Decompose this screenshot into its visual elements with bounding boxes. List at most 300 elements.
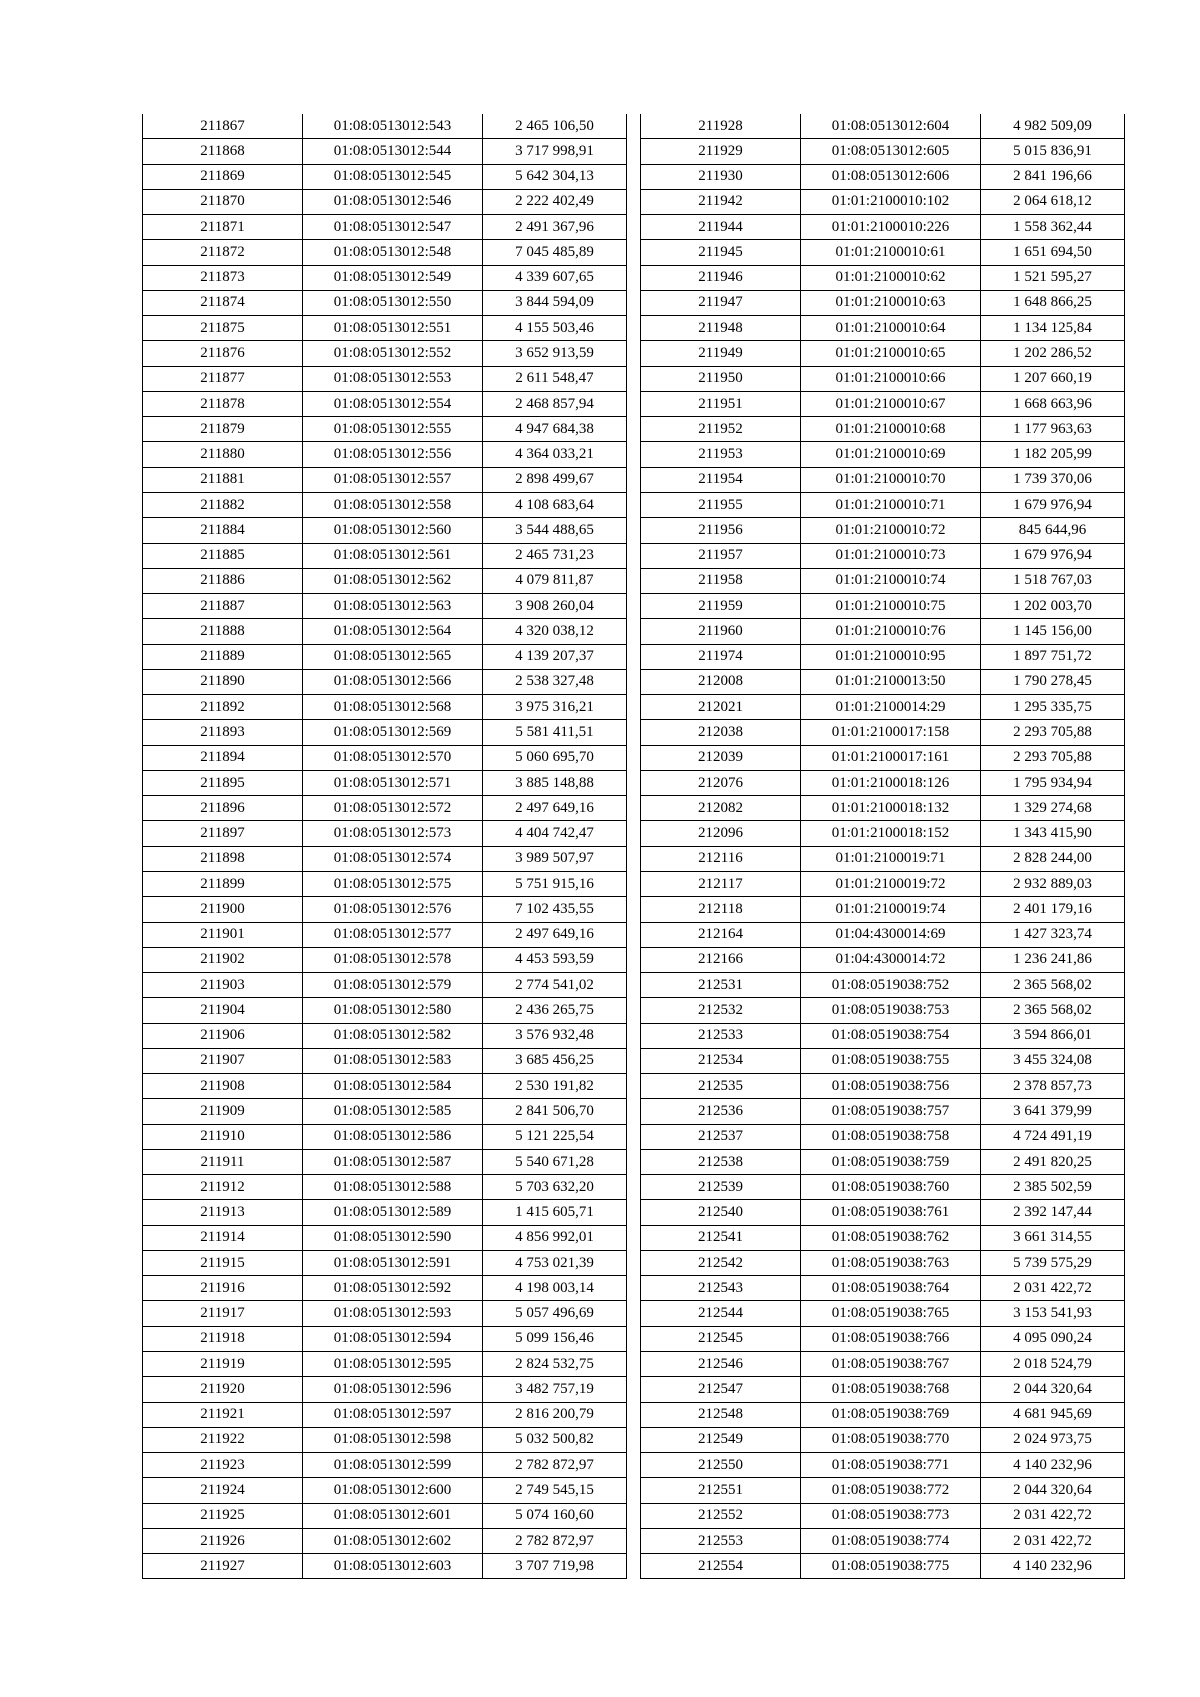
row-number-cell: 211867 <box>143 114 303 139</box>
table-row <box>641 745 1125 770</box>
row-number-cell: 212538 <box>641 1149 801 1174</box>
table-row <box>143 871 627 896</box>
table-row <box>641 1250 1125 1275</box>
row-number-cell: 211899 <box>143 871 303 896</box>
row-number-cell: 211953 <box>641 442 801 467</box>
value-cell: 3 844 594,09 <box>483 290 627 315</box>
table-row <box>641 973 1125 998</box>
cadastral-number-cell: 01:08:0513012:602 <box>303 1528 483 1553</box>
table-row <box>641 240 1125 265</box>
table-row <box>143 1402 627 1427</box>
cadastral-number-cell: 01:08:0513012:547 <box>303 215 483 240</box>
row-number-cell: 211910 <box>143 1124 303 1149</box>
table-row <box>641 1175 1125 1200</box>
value-cell: 1 134 125,84 <box>981 316 1125 341</box>
row-number-cell: 211948 <box>641 316 801 341</box>
row-number-cell: 211928 <box>641 114 801 139</box>
cadastral-number-cell: 01:08:0513012:558 <box>303 492 483 517</box>
cadastral-number-cell: 01:01:2100010:75 <box>801 594 981 619</box>
value-cell: 1 521 595,27 <box>981 265 1125 290</box>
cadastral-number-cell: 01:01:2100010:76 <box>801 619 981 644</box>
row-number-cell: 211886 <box>143 568 303 593</box>
value-cell: 5 060 695,70 <box>483 745 627 770</box>
table-row <box>143 518 627 543</box>
cadastral-number-cell: 01:08:0513012:563 <box>303 594 483 619</box>
cadastral-number-cell: 01:08:0519038:769 <box>801 1402 981 1427</box>
cadastral-number-cell: 01:01:2100018:126 <box>801 770 981 795</box>
cadastral-number-cell: 01:01:2100010:64 <box>801 316 981 341</box>
table-row <box>143 846 627 871</box>
row-number-cell: 212164 <box>641 922 801 947</box>
value-cell: 1 182 205,99 <box>981 442 1125 467</box>
row-number-cell: 211947 <box>641 290 801 315</box>
cadastral-number-cell: 01:08:0519038:772 <box>801 1478 981 1503</box>
cadastral-number-cell: 01:08:0513012:577 <box>303 922 483 947</box>
row-number-cell: 211880 <box>143 442 303 467</box>
row-number-cell: 211951 <box>641 391 801 416</box>
table-row <box>143 973 627 998</box>
value-cell: 2 044 320,64 <box>981 1478 1125 1503</box>
value-cell: 5 121 225,54 <box>483 1124 627 1149</box>
table-row <box>143 290 627 315</box>
row-number-cell: 211921 <box>143 1402 303 1427</box>
cadastral-number-cell: 01:01:2100019:71 <box>801 846 981 871</box>
value-cell: 2 749 545,15 <box>483 1478 627 1503</box>
cadastral-number-cell: 01:08:0513012:576 <box>303 897 483 922</box>
table-row <box>143 1427 627 1452</box>
table-row <box>641 1352 1125 1377</box>
cadastral-number-cell: 01:08:0513012:603 <box>303 1554 483 1579</box>
row-number-cell: 211925 <box>143 1503 303 1528</box>
cadastral-number-cell: 01:08:0519038:754 <box>801 1023 981 1048</box>
row-number-cell: 211893 <box>143 720 303 745</box>
table-row <box>641 1200 1125 1225</box>
table-row <box>641 1377 1125 1402</box>
table-row <box>143 669 627 694</box>
value-cell: 2 774 541,02 <box>483 973 627 998</box>
cadastral-number-cell: 01:08:0513012:557 <box>303 467 483 492</box>
table-row <box>641 1554 1125 1579</box>
value-cell: 1 202 286,52 <box>981 341 1125 366</box>
table-row <box>143 695 627 720</box>
cadastral-number-cell: 01:08:0513012:605 <box>801 139 981 164</box>
cadastral-number-cell: 01:01:2100010:65 <box>801 341 981 366</box>
row-number-cell: 212076 <box>641 770 801 795</box>
row-number-cell: 212540 <box>641 1200 801 1225</box>
value-cell: 5 099 156,46 <box>483 1326 627 1351</box>
value-cell: 4 140 232,96 <box>981 1453 1125 1478</box>
value-cell: 2 024 973,75 <box>981 1427 1125 1452</box>
table-row <box>641 1149 1125 1174</box>
value-cell: 2 468 857,94 <box>483 391 627 416</box>
table-row <box>143 366 627 391</box>
value-cell: 1 651 694,50 <box>981 240 1125 265</box>
table-row <box>143 644 627 669</box>
row-number-cell: 211906 <box>143 1023 303 1048</box>
value-cell: 2 782 872,97 <box>483 1453 627 1478</box>
value-cell: 4 198 003,14 <box>483 1276 627 1301</box>
value-cell: 3 652 913,59 <box>483 341 627 366</box>
table-row <box>143 1352 627 1377</box>
row-number-cell: 211956 <box>641 518 801 543</box>
value-cell: 2 824 532,75 <box>483 1352 627 1377</box>
row-number-cell: 211929 <box>641 139 801 164</box>
row-number-cell: 211958 <box>641 568 801 593</box>
value-cell: 1 739 370,06 <box>981 467 1125 492</box>
row-number-cell: 212542 <box>641 1250 801 1275</box>
table-row <box>641 1528 1125 1553</box>
row-number-cell: 211944 <box>641 215 801 240</box>
table-row <box>143 543 627 568</box>
row-number-cell: 212549 <box>641 1427 801 1452</box>
table-row <box>641 922 1125 947</box>
value-cell: 2 044 320,64 <box>981 1377 1125 1402</box>
value-cell: 845 644,96 <box>981 518 1125 543</box>
value-cell: 2 828 244,00 <box>981 846 1125 871</box>
value-cell: 1 145 156,00 <box>981 619 1125 644</box>
row-number-cell: 212531 <box>641 973 801 998</box>
table-row <box>641 1427 1125 1452</box>
cadastral-number-cell: 01:08:0519038:768 <box>801 1377 981 1402</box>
row-number-cell: 211895 <box>143 770 303 795</box>
value-cell: 1 558 362,44 <box>981 215 1125 240</box>
cadastral-number-cell: 01:08:0519038:757 <box>801 1099 981 1124</box>
row-number-cell: 211879 <box>143 417 303 442</box>
row-number-cell: 211955 <box>641 492 801 517</box>
row-number-cell: 212021 <box>641 695 801 720</box>
right-table-body <box>641 114 1125 1579</box>
row-number-cell: 211903 <box>143 973 303 998</box>
value-cell: 7 045 485,89 <box>483 240 627 265</box>
row-number-cell: 211927 <box>143 1554 303 1579</box>
cadastral-number-cell: 01:08:0513012:600 <box>303 1478 483 1503</box>
value-cell: 3 576 932,48 <box>483 1023 627 1048</box>
value-cell: 5 540 671,28 <box>483 1149 627 1174</box>
value-cell: 1 679 976,94 <box>981 492 1125 517</box>
value-cell: 2 365 568,02 <box>981 973 1125 998</box>
value-cell: 2 465 106,50 <box>483 114 627 139</box>
value-cell: 4 753 021,39 <box>483 1250 627 1275</box>
row-number-cell: 212117 <box>641 871 801 896</box>
cadastral-number-cell: 01:08:0513012:564 <box>303 619 483 644</box>
row-number-cell: 211954 <box>641 467 801 492</box>
row-number-cell: 211946 <box>641 265 801 290</box>
value-cell: 3 885 148,88 <box>483 770 627 795</box>
value-cell: 3 685 456,25 <box>483 1048 627 1073</box>
row-number-cell: 211912 <box>143 1175 303 1200</box>
value-cell: 5 703 632,20 <box>483 1175 627 1200</box>
cadastral-number-cell: 01:08:0519038:758 <box>801 1124 981 1149</box>
row-number-cell: 212082 <box>641 796 801 821</box>
cadastral-number-cell: 01:01:2100010:61 <box>801 240 981 265</box>
table-row <box>143 114 627 139</box>
value-cell: 2 222 402,49 <box>483 189 627 214</box>
row-number-cell: 212548 <box>641 1402 801 1427</box>
cadastral-number-cell: 01:01:2100018:132 <box>801 796 981 821</box>
value-cell: 1 236 241,86 <box>981 947 1125 972</box>
cadastral-number-cell: 01:08:0513012:568 <box>303 695 483 720</box>
row-number-cell: 212545 <box>641 1326 801 1351</box>
cadastral-number-cell: 01:08:0513012:565 <box>303 644 483 669</box>
value-cell: 5 057 496,69 <box>483 1301 627 1326</box>
cadastral-number-cell: 01:08:0513012:553 <box>303 366 483 391</box>
value-cell: 7 102 435,55 <box>483 897 627 922</box>
value-cell: 2 611 548,47 <box>483 366 627 391</box>
row-number-cell: 211924 <box>143 1478 303 1503</box>
table-row <box>143 341 627 366</box>
cadastral-number-cell: 01:08:0519038:759 <box>801 1149 981 1174</box>
cadastral-number-cell: 01:01:2100010:63 <box>801 290 981 315</box>
table-row <box>143 1225 627 1250</box>
table-row <box>641 265 1125 290</box>
table-row <box>143 720 627 745</box>
table-row <box>641 114 1125 139</box>
row-number-cell: 212550 <box>641 1453 801 1478</box>
value-cell: 2 064 618,12 <box>981 189 1125 214</box>
cadastral-number-cell: 01:08:0513012:597 <box>303 1402 483 1427</box>
value-cell: 2 898 499,67 <box>483 467 627 492</box>
value-cell: 1 202 003,70 <box>981 594 1125 619</box>
row-number-cell: 211887 <box>143 594 303 619</box>
cadastral-number-cell: 01:01:2100010:226 <box>801 215 981 240</box>
value-cell: 2 293 705,88 <box>981 745 1125 770</box>
cadastral-number-cell: 01:08:0513012:593 <box>303 1301 483 1326</box>
cadastral-number-cell: 01:01:2100010:102 <box>801 189 981 214</box>
table-row <box>143 998 627 1023</box>
row-number-cell: 211902 <box>143 947 303 972</box>
right-table <box>640 114 1125 1579</box>
cadastral-number-cell: 01:01:2100010:68 <box>801 417 981 442</box>
value-cell: 3 153 541,93 <box>981 1301 1125 1326</box>
cadastral-number-cell: 01:08:0513012:606 <box>801 164 981 189</box>
cadastral-number-cell: 01:08:0513012:575 <box>303 871 483 896</box>
table-row <box>641 1124 1125 1149</box>
row-number-cell: 211907 <box>143 1048 303 1073</box>
table-row <box>143 821 627 846</box>
cadastral-number-cell: 01:08:0519038:773 <box>801 1503 981 1528</box>
cadastral-number-cell: 01:08:0513012:601 <box>303 1503 483 1528</box>
table-row <box>143 1124 627 1149</box>
cadastral-number-cell: 01:01:2100018:152 <box>801 821 981 846</box>
value-cell: 3 661 314,55 <box>981 1225 1125 1250</box>
table-row <box>143 1377 627 1402</box>
value-cell: 3 482 757,19 <box>483 1377 627 1402</box>
table-row <box>641 391 1125 416</box>
table-row <box>641 1326 1125 1351</box>
row-number-cell: 211868 <box>143 139 303 164</box>
table-row <box>143 1301 627 1326</box>
row-number-cell: 212554 <box>641 1554 801 1579</box>
cadastral-number-cell: 01:08:0513012:560 <box>303 518 483 543</box>
cadastral-number-cell: 01:08:0513012:552 <box>303 341 483 366</box>
table-row <box>143 594 627 619</box>
row-number-cell: 212535 <box>641 1074 801 1099</box>
table-row <box>641 568 1125 593</box>
row-number-cell: 211896 <box>143 796 303 821</box>
cadastral-number-cell: 01:04:4300014:69 <box>801 922 981 947</box>
row-number-cell: 211942 <box>641 189 801 214</box>
table-row <box>641 1276 1125 1301</box>
table-row <box>143 139 627 164</box>
row-number-cell: 211949 <box>641 341 801 366</box>
cadastral-number-cell: 01:01:2100010:74 <box>801 568 981 593</box>
cadastral-number-cell: 01:08:0519038:766 <box>801 1326 981 1351</box>
table-row <box>641 492 1125 517</box>
table-row <box>143 1528 627 1553</box>
row-number-cell: 211900 <box>143 897 303 922</box>
value-cell: 2 841 506,70 <box>483 1099 627 1124</box>
value-cell: 2 378 857,73 <box>981 1074 1125 1099</box>
table-row <box>143 897 627 922</box>
row-number-cell: 211959 <box>641 594 801 619</box>
value-cell: 1 790 278,45 <box>981 669 1125 694</box>
cadastral-number-cell: 01:08:0513012:586 <box>303 1124 483 1149</box>
table-row <box>143 164 627 189</box>
cadastral-number-cell: 01:01:2100014:29 <box>801 695 981 720</box>
cadastral-number-cell: 01:08:0513012:582 <box>303 1023 483 1048</box>
value-cell: 2 031 422,72 <box>981 1528 1125 1553</box>
value-cell: 5 032 500,82 <box>483 1427 627 1452</box>
value-cell: 5 015 836,91 <box>981 139 1125 164</box>
cadastral-number-cell: 01:01:2100019:74 <box>801 897 981 922</box>
cadastral-number-cell: 01:01:2100017:158 <box>801 720 981 745</box>
value-cell: 2 530 191,82 <box>483 1074 627 1099</box>
cadastral-number-cell: 01:01:2100010:62 <box>801 265 981 290</box>
cadastral-number-cell: 01:01:2100010:73 <box>801 543 981 568</box>
cadastral-number-cell: 01:08:0513012:556 <box>303 442 483 467</box>
cadastral-number-cell: 01:01:2100010:72 <box>801 518 981 543</box>
table-row <box>143 265 627 290</box>
table-row <box>143 745 627 770</box>
row-number-cell: 211869 <box>143 164 303 189</box>
value-cell: 3 641 379,99 <box>981 1099 1125 1124</box>
value-cell: 2 031 422,72 <box>981 1503 1125 1528</box>
row-number-cell: 212534 <box>641 1048 801 1073</box>
value-cell: 2 932 889,03 <box>981 871 1125 896</box>
table-row <box>641 1048 1125 1073</box>
value-cell: 1 518 767,03 <box>981 568 1125 593</box>
table-row <box>143 442 627 467</box>
row-number-cell: 211908 <box>143 1074 303 1099</box>
cadastral-number-cell: 01:08:0513012:596 <box>303 1377 483 1402</box>
cadastral-number-cell: 01:08:0513012:587 <box>303 1149 483 1174</box>
cadastral-number-cell: 01:08:0513012:579 <box>303 973 483 998</box>
table-row <box>143 1200 627 1225</box>
row-number-cell: 212546 <box>641 1352 801 1377</box>
cadastral-number-cell: 01:01:2100010:69 <box>801 442 981 467</box>
row-number-cell: 211884 <box>143 518 303 543</box>
cadastral-number-cell: 01:08:0519038:762 <box>801 1225 981 1250</box>
table-row <box>143 240 627 265</box>
row-number-cell: 211916 <box>143 1276 303 1301</box>
table-row <box>143 922 627 947</box>
cadastral-number-cell: 01:01:2100017:161 <box>801 745 981 770</box>
row-number-cell: 211919 <box>143 1352 303 1377</box>
table-row <box>143 467 627 492</box>
value-cell: 4 947 684,38 <box>483 417 627 442</box>
value-cell: 1 343 415,90 <box>981 821 1125 846</box>
row-number-cell: 211890 <box>143 669 303 694</box>
row-number-cell: 212553 <box>641 1528 801 1553</box>
value-cell: 1 207 660,19 <box>981 366 1125 391</box>
cadastral-number-cell: 01:08:0519038:764 <box>801 1276 981 1301</box>
value-cell: 5 751 915,16 <box>483 871 627 896</box>
value-cell: 1 329 274,68 <box>981 796 1125 821</box>
row-number-cell: 212166 <box>641 947 801 972</box>
table-row <box>641 189 1125 214</box>
cadastral-number-cell: 01:01:2100010:95 <box>801 644 981 669</box>
table-row <box>641 947 1125 972</box>
table-row <box>143 215 627 240</box>
cadastral-number-cell: 01:08:0513012:561 <box>303 543 483 568</box>
table-row <box>143 417 627 442</box>
table-row <box>143 1023 627 1048</box>
table-row <box>641 139 1125 164</box>
value-cell: 2 782 872,97 <box>483 1528 627 1553</box>
row-number-cell: 212551 <box>641 1478 801 1503</box>
table-row <box>143 316 627 341</box>
value-cell: 2 365 568,02 <box>981 998 1125 1023</box>
row-number-cell: 212544 <box>641 1301 801 1326</box>
row-number-cell: 211892 <box>143 695 303 720</box>
value-cell: 2 031 422,72 <box>981 1276 1125 1301</box>
value-cell: 1 295 335,75 <box>981 695 1125 720</box>
row-number-cell: 211889 <box>143 644 303 669</box>
table-row <box>641 366 1125 391</box>
row-number-cell: 212547 <box>641 1377 801 1402</box>
value-cell: 1 177 963,63 <box>981 417 1125 442</box>
row-number-cell: 211922 <box>143 1427 303 1452</box>
table-row <box>641 821 1125 846</box>
table-row <box>641 442 1125 467</box>
cadastral-number-cell: 01:08:0513012:572 <box>303 796 483 821</box>
table-row <box>641 316 1125 341</box>
table-row <box>641 1503 1125 1528</box>
cadastral-number-cell: 01:08:0513012:554 <box>303 391 483 416</box>
cadastral-number-cell: 01:08:0519038:774 <box>801 1528 981 1553</box>
row-number-cell: 211960 <box>641 619 801 644</box>
row-number-cell: 211874 <box>143 290 303 315</box>
table-row <box>641 770 1125 795</box>
table-row <box>641 341 1125 366</box>
value-cell: 3 455 324,08 <box>981 1048 1125 1073</box>
cadastral-number-cell: 01:08:0513012:546 <box>303 189 483 214</box>
value-cell: 2 538 327,48 <box>483 669 627 694</box>
value-cell: 5 581 411,51 <box>483 720 627 745</box>
row-number-cell: 212541 <box>641 1225 801 1250</box>
cadastral-number-cell: 01:08:0519038:761 <box>801 1200 981 1225</box>
row-number-cell: 212038 <box>641 720 801 745</box>
cadastral-number-cell: 01:08:0519038:760 <box>801 1175 981 1200</box>
row-number-cell: 211974 <box>641 644 801 669</box>
value-cell: 3 707 719,98 <box>483 1554 627 1579</box>
row-number-cell: 212536 <box>641 1099 801 1124</box>
row-number-cell: 211945 <box>641 240 801 265</box>
table-row <box>641 1301 1125 1326</box>
table-row <box>143 1554 627 1579</box>
table-row <box>143 947 627 972</box>
table-row <box>143 1099 627 1124</box>
row-number-cell: 212532 <box>641 998 801 1023</box>
cadastral-number-cell: 01:01:2100010:67 <box>801 391 981 416</box>
table-row <box>143 1276 627 1301</box>
value-cell: 4 139 207,37 <box>483 644 627 669</box>
value-cell: 2 497 649,16 <box>483 922 627 947</box>
cadastral-number-cell: 01:08:0513012:548 <box>303 240 483 265</box>
value-cell: 4 982 509,09 <box>981 114 1125 139</box>
value-cell: 2 497 649,16 <box>483 796 627 821</box>
table-row <box>143 1478 627 1503</box>
